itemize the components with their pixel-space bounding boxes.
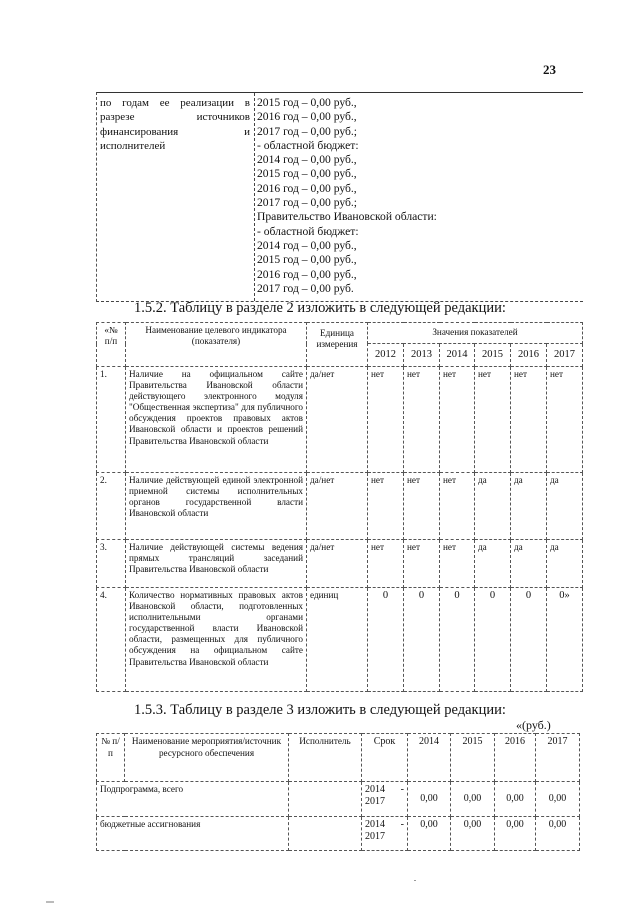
funding-line: 2015 год – 0,00 руб., xyxy=(257,167,357,181)
row-term xyxy=(362,782,408,817)
row-value: нет xyxy=(368,473,404,540)
funding-line: Правительство Ивановской области: xyxy=(257,210,437,224)
row-num: 1. xyxy=(97,367,126,473)
row-executor xyxy=(289,817,362,851)
funding-label-line: по годам ее реализации в xyxy=(100,97,250,109)
row-value: да xyxy=(547,540,583,588)
row-indicator-name: Количество нормативных правовых актов Ивановской области, подготовленных исполнительными органами государственной власти Ивановской области, размещенных для публичного обсуждения на официальном сайте Правительства Ивановской области xyxy=(126,588,307,692)
funding-continuation-table xyxy=(96,92,583,302)
funding-line: 2015 год – 0,00 руб., xyxy=(257,96,357,109)
header-year: 2016 xyxy=(511,344,547,367)
header-year: 2015 xyxy=(451,734,495,782)
header-values: Значения показателей xyxy=(368,323,583,344)
section-heading-1-5-2: 1.5.2. Таблицу в разделе 2 изложить в следующей редакции: xyxy=(134,300,506,316)
row-value: 0» xyxy=(547,588,583,692)
row-value: нет xyxy=(368,367,404,473)
row-value: нет xyxy=(440,540,475,588)
row-value: 0,00 xyxy=(495,782,536,817)
row-value: 0,00 xyxy=(536,782,580,817)
header-term: Срок xyxy=(362,734,408,782)
row-value: да xyxy=(547,473,583,540)
row-value: нет xyxy=(368,540,404,588)
row-value: нет xyxy=(547,367,583,473)
row-value: нет xyxy=(404,473,440,540)
target-indicators-table xyxy=(96,322,583,692)
table-row xyxy=(97,588,583,692)
unit-note: «(руб.) xyxy=(516,718,551,732)
row-value: нет xyxy=(404,540,440,588)
header-year: 2017 xyxy=(536,734,580,782)
funding-line: 2014 год – 0,00 руб., xyxy=(257,238,357,252)
table-row xyxy=(97,782,580,817)
header-num: № п/п xyxy=(97,734,125,782)
column-divider xyxy=(254,93,255,301)
table-row xyxy=(97,367,583,473)
header-year: 2015 xyxy=(475,344,511,367)
header-year: 2014 xyxy=(440,344,475,367)
funding-line: 2016 год – 0,00 руб., xyxy=(257,110,357,124)
row-value: да xyxy=(511,473,547,540)
funding-line: - областной бюджет: xyxy=(257,224,359,238)
header-year: 2017 xyxy=(547,344,583,367)
funding-label-line: исполнителей xyxy=(100,139,166,152)
term-start: 2014 xyxy=(365,819,385,830)
row-num: 3. xyxy=(97,540,126,588)
row-value: 0,00 xyxy=(408,817,451,851)
row-value: 0,00 xyxy=(408,782,451,817)
row-value: нет xyxy=(475,367,511,473)
funding-label-cell xyxy=(100,96,250,153)
header-year: 2014 xyxy=(408,734,451,782)
table-row xyxy=(97,540,583,588)
row-value: 0 xyxy=(404,588,440,692)
row-indicator-name: Наличие действующей системы ведения прямых трансляций заседаний Правительства Ивановской области xyxy=(126,540,307,588)
term-start: 2014 xyxy=(365,784,385,795)
row-value: нет xyxy=(440,367,475,473)
header-row xyxy=(97,323,583,344)
row-indicator-name: Наличие действующей единой электронной приемной системы исполнительных органов государственной власти Ивановской области xyxy=(126,473,307,540)
row-num: 2. xyxy=(97,473,126,540)
header-activity-name: Наименование мероприятия/источник ресурсного обеспечения xyxy=(125,734,289,782)
header-year: 2016 xyxy=(495,734,536,782)
row-unit: единиц xyxy=(307,588,368,692)
funding-line: 2015 год – 0,00 руб., xyxy=(257,253,357,267)
page-number: 23 xyxy=(543,62,556,77)
header-indicator-name: Наименование целевого индикатора (показателя) xyxy=(126,323,307,367)
term-end: 2017 xyxy=(365,796,385,807)
row-value: да xyxy=(511,540,547,588)
row-executor xyxy=(289,782,362,817)
row-unit: да/нет xyxy=(307,367,368,473)
header-year: 2012 xyxy=(368,344,404,367)
header-executor: Исполнитель xyxy=(289,734,362,782)
term-dash: - xyxy=(400,784,404,795)
row-activity-name: бюджетные ассигнования xyxy=(97,817,289,851)
row-value: 0 xyxy=(511,588,547,692)
section-heading-1-5-3: 1.5.3. Таблицу в разделе 3 изложить в следующей редакции: xyxy=(134,702,506,718)
table-row xyxy=(97,473,583,540)
term-dash: - xyxy=(400,819,404,830)
row-value: нет xyxy=(440,473,475,540)
row-indicator-name: Наличие на официальном сайте Правительства Ивановской области действующего электронного модуля "Общественная экспертиза" для публичного обсуждения проектов правовых актов Ивановской области и проектов решений Правительства Ивановской области xyxy=(126,367,307,473)
table-row xyxy=(97,817,580,851)
funding-line: 2016 год – 0,00 руб., xyxy=(257,181,357,195)
funding-line: 2016 год – 0,00 руб., xyxy=(257,267,357,281)
term-end: 2017 xyxy=(365,831,385,842)
row-unit: да/нет xyxy=(307,540,368,588)
funding-line: 2014 год – 0,00 руб., xyxy=(257,153,357,167)
header-unit: Единица измерения xyxy=(307,323,368,367)
scan-speck xyxy=(414,880,416,881)
row-value: 0 xyxy=(475,588,511,692)
row-term xyxy=(362,817,408,851)
row-value: нет xyxy=(404,367,440,473)
row-value: 0,00 xyxy=(451,817,495,851)
header-num: «№ п/п xyxy=(97,323,126,367)
row-value: 0,00 xyxy=(451,782,495,817)
row-num: 4. xyxy=(97,588,126,692)
row-value: 0,00 xyxy=(536,817,580,851)
funding-label-line: разрезе источников xyxy=(100,111,250,124)
header-year: 2013 xyxy=(404,344,440,367)
row-value: 0 xyxy=(440,588,475,692)
row-unit: да/нет xyxy=(307,473,368,540)
funding-line: 2017 год – 0,00 руб.; xyxy=(257,196,358,210)
resource-provision-table xyxy=(96,733,580,851)
scan-speck xyxy=(46,901,54,903)
header-row xyxy=(97,734,580,782)
funding-label-line: финансирования и xyxy=(100,125,250,138)
row-value: да xyxy=(475,540,511,588)
funding-line: - областной бюджет: xyxy=(257,138,359,152)
row-value: да xyxy=(475,473,511,540)
row-value: 0,00 xyxy=(495,817,536,851)
row-value: нет xyxy=(511,367,547,473)
funding-line: 2017 год – 0,00 руб. xyxy=(257,281,354,295)
row-activity-name: Подпрограмма, всего xyxy=(97,782,289,817)
funding-line: 2017 год – 0,00 руб.; xyxy=(257,124,358,138)
row-value: 0 xyxy=(368,588,404,692)
funding-values-cell xyxy=(257,96,437,296)
